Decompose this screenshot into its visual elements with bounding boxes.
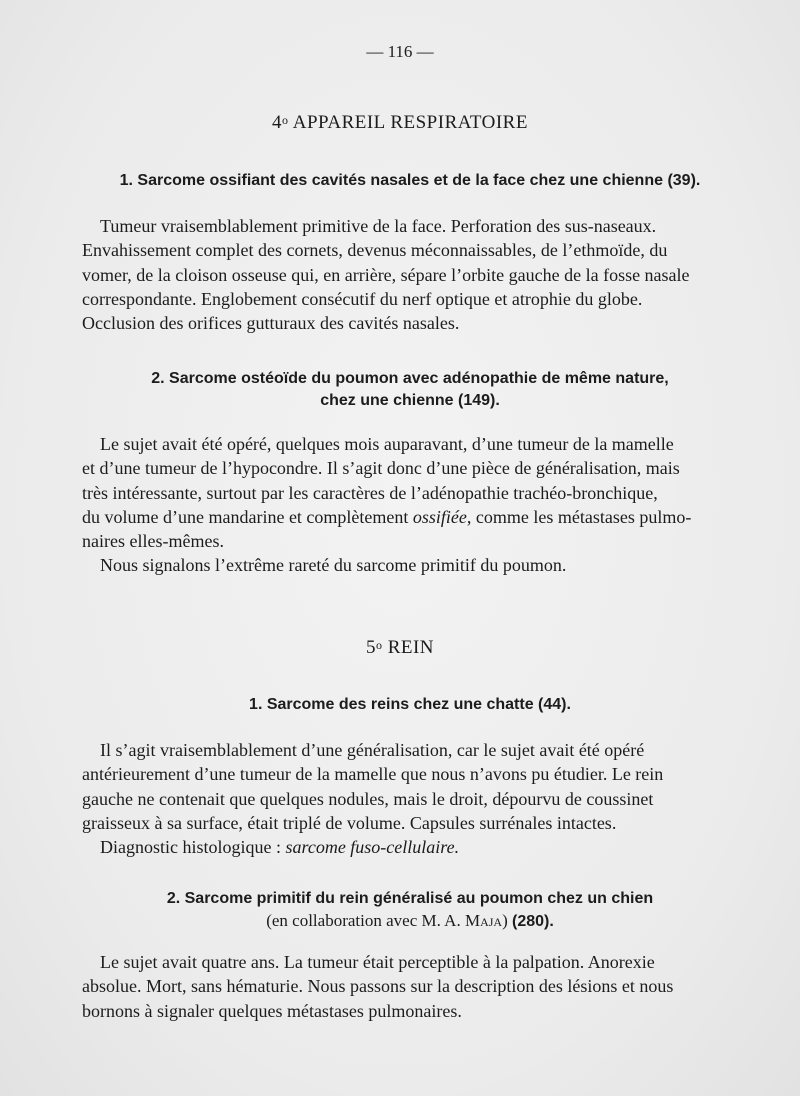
- text-line: gauche ne contenait que quelques nodules, mais le droit, dépourvu de coussinet: [82, 788, 654, 809]
- text-line: Diagnostic histologique : sarcome fuso-cellulaire.: [100, 837, 460, 858]
- text-line: Tumeur vraisemblablement primitive de la face. Perforation des sus-naseaux.: [100, 216, 657, 236]
- text-line: Envahissement complet des cornets, devenus méconnaissables, de l’ethmoïde, du: [82, 240, 668, 261]
- section-number: 5: [365, 637, 376, 658]
- item-title: 2. Sarcome ostéoïde du poumon avec adénopathie de même nature, chez une chienne (149).: [151, 370, 669, 409]
- reference-number: (280).: [512, 913, 554, 930]
- section-number: 4: [272, 112, 283, 133]
- text-line: Il s’agit vraisemblablement d’une généralisation, car le sujet avait été opéré: [100, 740, 645, 760]
- italic-term: ossifiée: [412, 506, 467, 527]
- section-number-sup: o: [282, 113, 289, 127]
- paragraph-lung-sarcoma: [82, 432, 722, 578]
- text-line: Nous signalons l’extrême rareté du sarcome primitif du poumon.: [100, 555, 567, 576]
- paragraph-kidney-sarcoma-cat: [82, 738, 722, 859]
- item-title: 2. Sarcome primitif du rein généralisé au poumon chez un chien (en collaboration avec M. A. Maja) (280).: [80, 888, 740, 933]
- paragraph-nasal-sarcoma: [82, 214, 722, 335]
- section-number-sup: o: [375, 638, 383, 652]
- text-line: Le sujet avait été opéré, quelques mois auparavant, d’une tumeur de la mamelle: [100, 434, 674, 454]
- text-line: naires elles-mêmes.: [82, 531, 224, 552]
- italic-diagnosis: sarcome fuso-cellulaire.: [285, 837, 460, 858]
- item-subtitle: (en collaboration avec M. A. Maja) (280).: [266, 911, 554, 930]
- section-heading-respiratory: [0, 112, 800, 134]
- text-line: du volume d’une mandarine et complètement ossifiée, comme les métastases pulmo-: [82, 506, 692, 527]
- collaborator-name: Maja: [464, 911, 503, 930]
- item-title: 1. Sarcome des reins chez une chatte (44).: [249, 696, 571, 713]
- text-line: graisseux à sa surface, était triplé de volume. Capsules surrénales intactes.: [82, 812, 617, 833]
- page-number: — 116 —: [366, 42, 434, 61]
- section-title: APPAREIL RESPIRATOIRE: [292, 112, 528, 133]
- text-line: Le sujet avait quatre ans. La tumeur était perceptible à la palpation. Anorexie: [100, 952, 655, 972]
- section-heading-kidney: [0, 637, 800, 659]
- text-line: très intéressante, surtout par les caractères de l’adénopathie trachéo-bronchique,: [82, 482, 658, 503]
- paragraph-kidney-sarcoma-dog: [82, 950, 722, 1023]
- section-title: REIN: [387, 637, 435, 658]
- item-title: 1. Sarcome ossifiant des cavités nasales et de la face chez une chienne (39).: [119, 172, 701, 189]
- text-line: correspondante. Englobement consécutif du nerf optique et atrophie du globe.: [82, 288, 643, 309]
- text-line: antérieurement d’une tumeur de la mamelle que nous n’avons pu étudier. Le rein: [82, 764, 664, 785]
- text-line: Occlusion des orifices gutturaux des cavités nasales.: [82, 313, 460, 334]
- text-line: vomer, de la cloison osseuse qui, en arrière, sépare l’orbite gauche de la fosse nasale: [82, 264, 690, 285]
- text-line: absolue. Mort, sans hématurie. Nous passons sur la description des lésions et nous: [82, 976, 674, 997]
- text-line: et d’une tumeur de l’hypocondre. Il s’agit donc d’une pièce de généralisation, mais: [82, 458, 680, 479]
- text-line: bornons à signaler quelques métastases pulmonaires.: [82, 1000, 462, 1021]
